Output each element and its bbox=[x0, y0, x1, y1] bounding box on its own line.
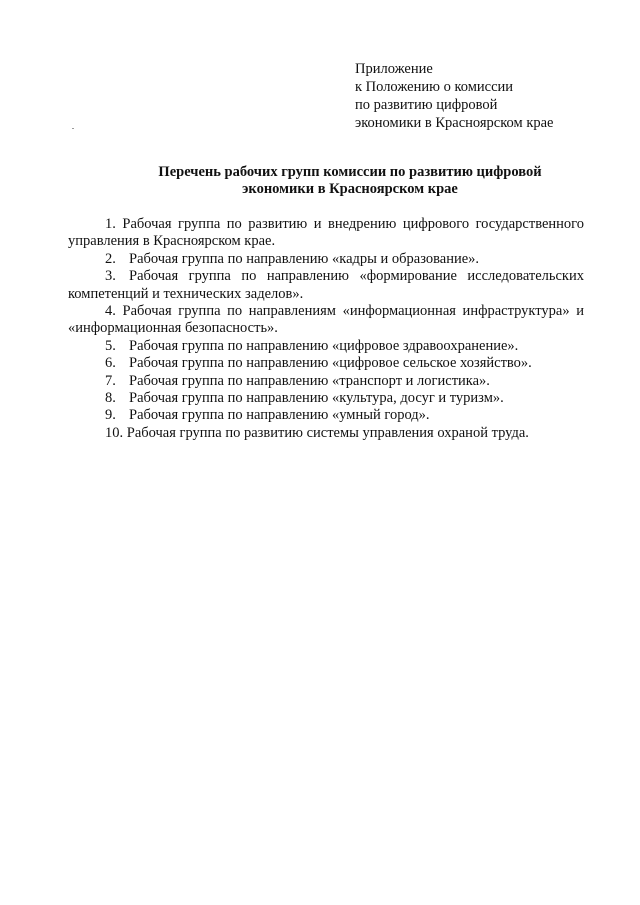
title-line: Перечень рабочих групп комиссии по развитию цифровой bbox=[158, 164, 542, 180]
item-number: 6. bbox=[105, 355, 116, 372]
list-item bbox=[68, 355, 584, 372]
list-item bbox=[68, 407, 584, 424]
item-number: 4. bbox=[105, 303, 116, 320]
item-text: Рабочая группа по развитию системы управления охраной труда. bbox=[126, 424, 529, 441]
list-item bbox=[68, 216, 584, 251]
item-text: Рабочая группа по направлению «культура, досуг и туризм». bbox=[129, 390, 504, 407]
appendix-line: Приложение bbox=[355, 61, 433, 77]
appendix-line: к Положению о комиссии bbox=[355, 79, 514, 95]
item-text: Рабочая группа по направлению «формирование исследовательских компетенций и технических заделов». bbox=[68, 268, 584, 302]
list-item bbox=[68, 251, 584, 268]
list-item bbox=[68, 390, 584, 407]
appendix-line: экономики в Красноярском крае bbox=[355, 115, 554, 131]
item-number: 3. bbox=[105, 268, 116, 285]
list-item bbox=[68, 338, 584, 355]
item-text: Рабочая группа по направлению «цифровое здравоохранение». bbox=[129, 337, 519, 354]
title-line: экономики в Красноярском крае bbox=[242, 181, 458, 197]
item-number: 7. bbox=[105, 372, 116, 389]
item-text: Рабочая группа по направлению «цифровое сельское хозяйство». bbox=[129, 355, 532, 372]
list-item bbox=[68, 425, 584, 442]
document-title bbox=[80, 164, 620, 198]
appendix-line: по развитию цифровой bbox=[355, 97, 498, 113]
item-number: 8. bbox=[105, 390, 116, 407]
scan-speck bbox=[72, 128, 74, 129]
working-groups-list bbox=[68, 216, 584, 442]
item-text: Рабочая группа по направлению «транспорт и логистика». bbox=[129, 372, 490, 389]
item-text: Рабочая группа по направлению «кадры и образование». bbox=[129, 250, 480, 267]
item-number: 9. bbox=[105, 407, 116, 424]
list-item bbox=[68, 373, 584, 390]
item-text: Рабочая группа по направлению «умный город». bbox=[129, 407, 430, 424]
item-text: Рабочая группа по развитию и внедрению цифрового государственного управления в Красноярском крае. bbox=[68, 216, 584, 250]
list-item bbox=[68, 268, 584, 303]
item-number: 2. bbox=[105, 250, 116, 267]
item-number: 5. bbox=[105, 337, 116, 354]
list-item bbox=[68, 303, 584, 338]
appendix-header bbox=[355, 60, 553, 132]
item-text: Рабочая группа по направлениям «информационная инфраструктура» и «информационная безопасность». bbox=[68, 303, 585, 337]
item-number: 1. bbox=[105, 216, 116, 232]
item-number: 10. bbox=[105, 424, 124, 441]
